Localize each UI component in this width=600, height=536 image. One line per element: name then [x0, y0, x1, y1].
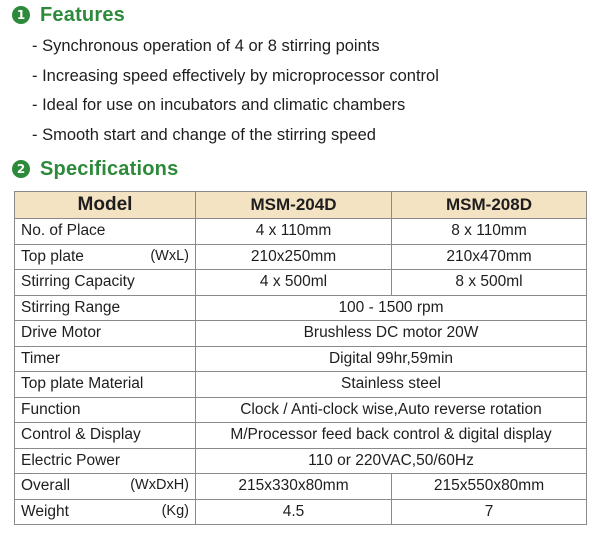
row-label-cell [15, 372, 196, 398]
row-label-cell [15, 397, 196, 423]
feature-item: - Ideal for use on incubators and climatic chambers [32, 96, 406, 114]
feature-item: - Synchronous operation of 4 or 8 stirring points [32, 37, 380, 55]
header-msm-208d: MSM-208D [392, 192, 587, 219]
features-title: Features [40, 3, 125, 26]
header-model: Model [15, 192, 196, 219]
specifications-title: Specifications [40, 157, 179, 180]
table-row [15, 295, 587, 321]
table-row [15, 244, 587, 270]
row-value-msm-208d: 215x550x80mm [392, 474, 587, 500]
row-shared-value: Stainless steel [196, 372, 587, 398]
table-row [15, 499, 587, 525]
row-label-cell [15, 244, 196, 270]
row-shared-value: Brushless DC motor 20W [196, 321, 587, 347]
row-label: Function [21, 400, 81, 418]
table-body [15, 219, 587, 525]
table-row [15, 372, 587, 398]
row-label: Stirring Range [21, 298, 121, 316]
row-label-cell [15, 219, 196, 245]
table-row [15, 474, 587, 500]
table-row [15, 321, 587, 347]
row-label: Timer [21, 349, 61, 367]
row-unit: (Kg) [161, 502, 189, 519]
row-label: Top plate Material [21, 375, 144, 393]
row-value-msm-208d: 8 x 110mm [392, 219, 587, 245]
row-value-msm-208d: 7 [392, 499, 587, 525]
specifications-heading [12, 154, 178, 184]
row-label: Electric Power [21, 451, 121, 469]
table-row [15, 346, 587, 372]
number-two-badge-icon: 2 [12, 160, 30, 178]
row-shared-value: Clock / Anti-clock wise,Auto reverse rotation [196, 397, 587, 423]
row-label: Drive Motor [21, 324, 102, 342]
row-value-msm-208d: 210x470mm [392, 244, 587, 270]
row-label-cell [15, 321, 196, 347]
row-label-cell [15, 270, 196, 296]
row-shared-value: 100 - 1500 rpm [196, 295, 587, 321]
row-shared-value: 110 or 220VAC,50/60Hz [196, 448, 587, 474]
row-label-cell [15, 423, 196, 449]
row-label: Top plate [21, 247, 84, 265]
row-label-cell [15, 346, 196, 372]
table-row [15, 397, 587, 423]
table-row [15, 448, 587, 474]
row-value-msm-204d: 215x330x80mm [196, 474, 392, 500]
row-label: Overall [21, 477, 71, 495]
table-row [15, 270, 587, 296]
row-label: Stirring Capacity [21, 273, 135, 291]
row-label-cell [15, 499, 196, 525]
row-unit: (WxDxH) [130, 477, 189, 494]
specifications-table [14, 191, 587, 525]
table-header-row [15, 192, 587, 219]
table-row [15, 423, 587, 449]
feature-item: - Smooth start and change of the stirring speed [32, 125, 376, 144]
row-value-msm-204d: 4 x 110mm [196, 219, 392, 245]
header-msm-204d: MSM-204D [196, 192, 392, 219]
row-value-msm-208d: 8 x 500ml [392, 270, 587, 296]
row-shared-value: M/Processor feed back control & digital display [196, 423, 587, 449]
row-label: Control & Display [21, 426, 141, 444]
row-shared-value: Digital 99hr,59min [196, 346, 587, 372]
row-label: Weight [21, 502, 69, 520]
features-heading [12, 0, 125, 30]
row-unit: (WxL) [150, 247, 189, 264]
feature-item: - Increasing speed effectively by microprocessor control [32, 66, 439, 85]
row-value-msm-204d: 4 x 500ml [196, 270, 392, 296]
row-label-cell [15, 295, 196, 321]
features-list [32, 32, 439, 150]
row-label-cell [15, 474, 196, 500]
table-row [15, 219, 587, 245]
row-label: No. of Place [21, 222, 106, 240]
row-label-cell [15, 448, 196, 474]
row-value-msm-204d: 4.5 [196, 499, 392, 525]
row-value-msm-204d: 210x250mm [196, 244, 392, 270]
number-one-badge-icon: 1 [12, 6, 30, 24]
